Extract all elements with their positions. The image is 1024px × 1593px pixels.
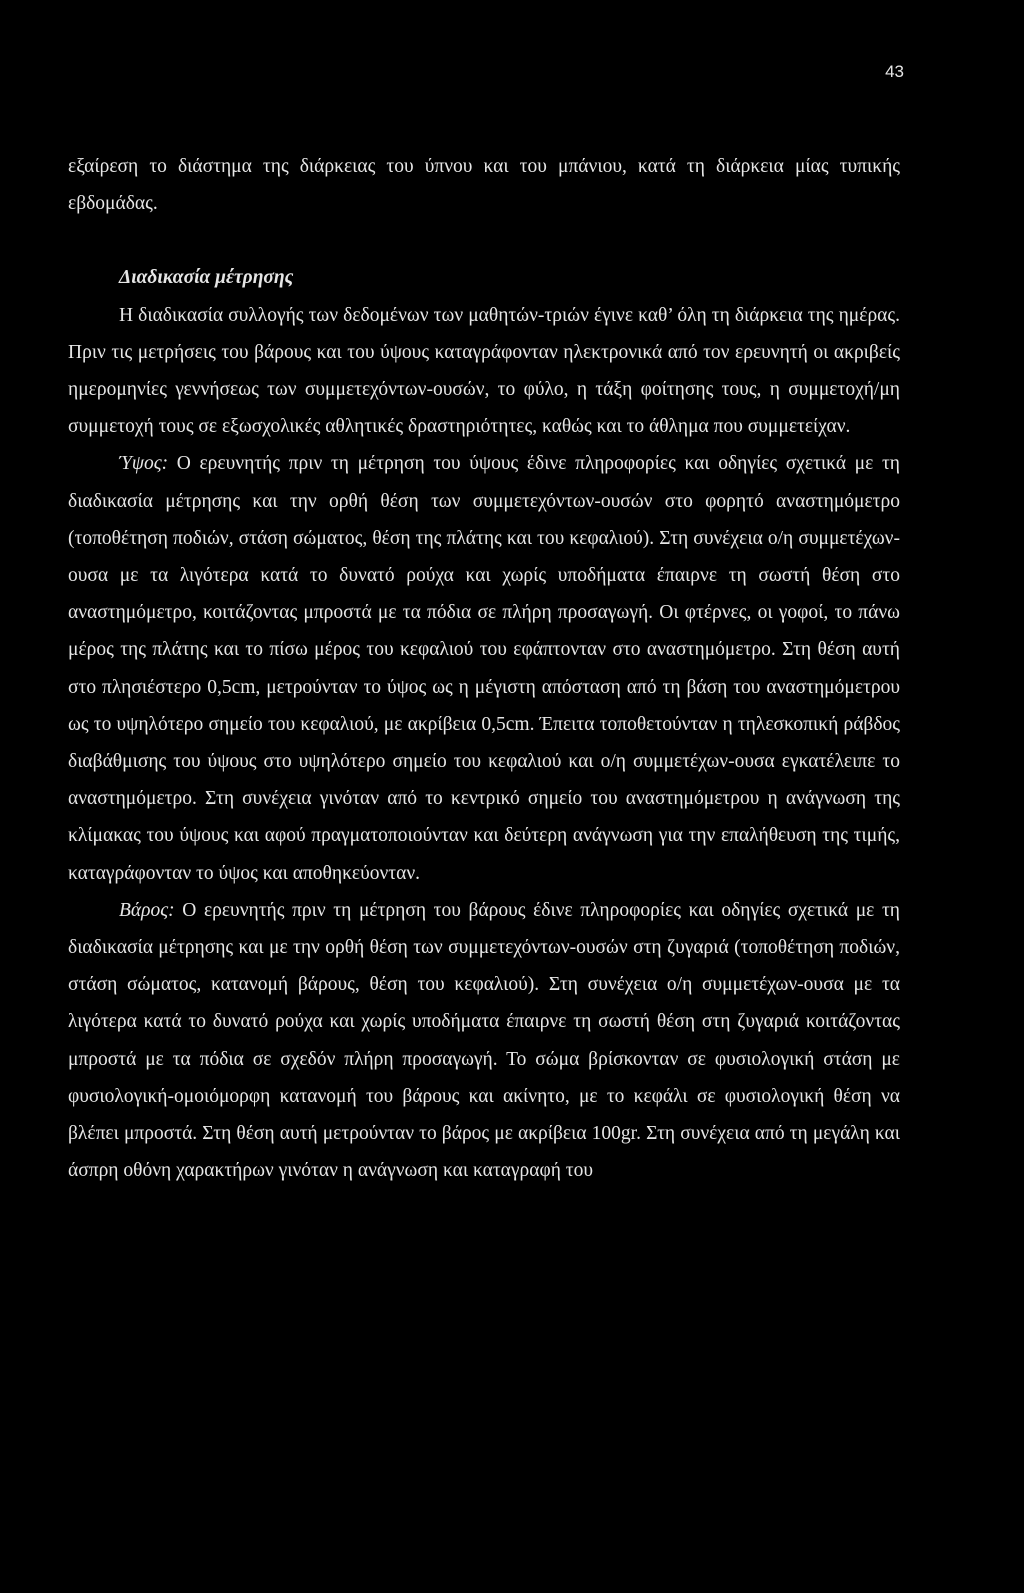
weight-paragraph [68,892,900,1190]
weight-term: Βάρος: [119,899,175,921]
section-heading: Διαδικασία μέτρησης [119,267,294,289]
document-body [68,148,900,1189]
height-term: Ύψος: [119,453,169,475]
procedure-paragraph: Η διαδικασία συλλογής των δεδομένων των μαθητών-τριών έγινε καθ’ όλη τη διάρκεια της ημέρας. Πριν τις μετρήσεις του βάρους και του ύψους καταγράφονταν ηλεκτρονικά από τον ερευνητή οι ακριβείς ημερομηνίες γεννήσεως των συμμετεχόντων-ουσών, το φύλο, η τάξη φοίτησης τους, η συμμετοχή/μη συμμετοχή τους σε εξωσχολικές αθλητικές δραστηριότητες, καθώς και το άθλημα που συμμετείχαν. [68,304,900,438]
page-number: 43 [885,62,904,81]
intro-paragraph: εξαίρεση το διάστημα της διάρκειας του ύπνου και του μπάνιου, κατά τη διάρκεια μίας τυπικής εβδομάδας. [68,156,900,215]
weight-text: Ο ερευνητής πριν τη μέτρηση του βάρους έδινε πληροφορίες και οδηγίες σχετικά με τη διαδικασία μέτρησης και με την ορθή θέση των συμμετεχόντων-ουσών στη ζυγαριά (τοποθέτηση ποδιών, στάση σώματος, κατανομή βάρους, θέση του κεφαλιού). Στη συνέχεια ο/η συμμετέχων-ουσα με τα λιγότερα κατά το δυνατό ρούχα και χωρίς υποδήματα έπαιρνε τη σωστή θέση στη ζυγαριά κοιτάζοντας μπροστά με τα πόδια σε σχεδόν πλήρη προσαγωγή. Το σώμα βρίσκονταν σε φυσιολογική στάση με φυσιολογική-ομοιόμορφη κατανομή του βάρους και ακίνητο, με το κεφάλι σε φυσιολογική θέση να βλέπει μπροστά. Στη θέση αυτή μετρούνταν το βάρος με ακρίβεια 100gr. Στη συνέχεια από τη μεγάλη και άσπρη οθόνη χαρακτήρων γινόταν η ανάγνωση και καταγραφή του [68,899,900,1182]
height-text: Ο ερευνητής πριν τη μέτρηση του ύψους έδινε πληροφορίες και οδηγίες σχετικά με τη διαδικασία μέτρησης και την ορθή θέση των συμμετεχόντων-ουσών στο φορητό αναστημόμετρο (τοποθέτηση ποδιών, στάση σώματος, θέση της πλάτης και του κεφαλιού). Στη συνέχεια ο/η συμμετέχων-ουσα με τα λιγότερα κατά το δυνατό ρούχα και χωρίς υποδήματα έπαιρνε τη σωστή θέση στο αναστημόμετρο, κοιτάζοντας μπροστά με τα πόδια σε πλήρη προσαγωγή. Οι φτέρνες, οι γοφοί, το πάνω μέρος της πλάτης και το πίσω μέρος του κεφαλιού του εφάπτονταν στο αναστημόμετρο. Στη θέση αυτή στο πλησιέστερο 0,5cm, μετρούνταν το ύψος ως η μέγιστη απόσταση από τη βάση του αναστημόμετρου ως το υψηλότερο σημείο του κεφαλιού, με ακρίβεια 0,5cm. Έπειτα τοποθετούνταν η τηλεσκοπική ράβδος διαβάθμισης του ύψους στο υψηλότερο σημείο του κεφαλιού και ο/η συμμετέχων-ουσα εγκατέλειπε το αναστημόμετρο. Στη συνέχεια γινόταν από το κεντρικό σημείο του αναστημόμετρου η ανάγνωση της κλίμακας του ύψους και αφού πραγματοποιούνταν και δεύτερη ανάγνωση για την επαλήθευση της τιμής, καταγράφονταν το ύψος και αποθηκεύονταν. [68,453,900,884]
height-paragraph [68,445,900,891]
